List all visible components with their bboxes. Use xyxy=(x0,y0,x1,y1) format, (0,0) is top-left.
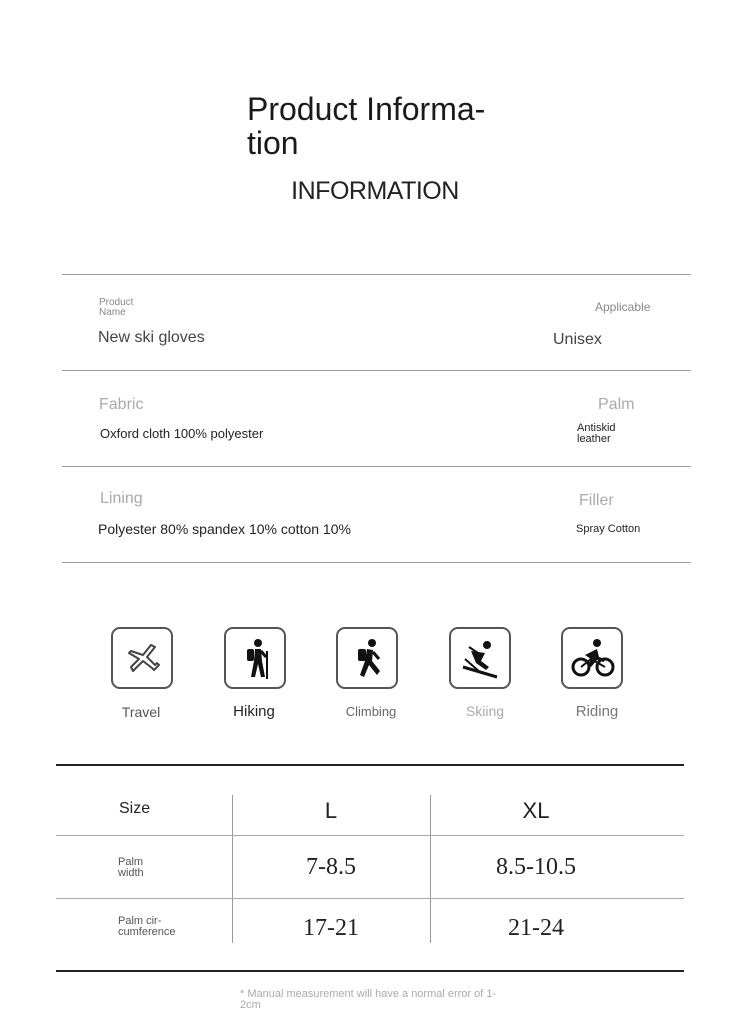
riding-tile xyxy=(561,627,623,689)
palm-width-l: 7-8.5 xyxy=(306,854,356,880)
skiing-tile xyxy=(449,627,511,689)
divider xyxy=(62,466,691,467)
fabric-value: Oxford cloth 100% polyester xyxy=(100,426,264,441)
activity-label-riding: Riding xyxy=(575,703,619,720)
climber-icon xyxy=(346,637,390,681)
page-title: Product Informa- tion xyxy=(247,91,486,161)
hiking-tile xyxy=(224,627,286,689)
airplane-icon xyxy=(121,637,165,681)
palm-width-label: Palm width xyxy=(118,856,144,879)
divider xyxy=(62,562,691,563)
palm-circumference-xl: 21-24 xyxy=(508,915,564,941)
applicable-label: Applicable xyxy=(595,300,651,314)
size-header: Size xyxy=(119,800,151,817)
skier-icon xyxy=(459,637,503,681)
lining-label: Lining xyxy=(100,490,143,507)
table-row-divider xyxy=(56,835,684,836)
product-name-label: Product Name xyxy=(99,297,134,318)
size-xl-header: XL xyxy=(522,798,550,823)
activity-label-skiing: Skiing xyxy=(465,703,505,719)
table-top-border xyxy=(56,764,684,766)
page-subtitle: INFORMATION xyxy=(291,177,459,205)
activity-label-travel: Travel xyxy=(121,704,161,720)
divider xyxy=(62,274,691,275)
table-row-divider xyxy=(56,898,684,899)
lining-value: Polyester 80% spandex 10% cotton 10% xyxy=(98,521,351,537)
palm-width-xl: 8.5-10.5 xyxy=(496,854,576,880)
palm-label: Palm xyxy=(598,396,635,413)
activity-label-climbing: Climbing xyxy=(345,704,397,719)
cyclist-icon xyxy=(571,637,615,681)
palm-value: Antiskid leather xyxy=(577,422,616,445)
table-bottom-border xyxy=(56,970,684,972)
size-l-header: L xyxy=(324,798,338,823)
filler-label: Filler xyxy=(579,492,614,509)
product-name-value: New ski gloves xyxy=(98,329,205,346)
table-column-divider xyxy=(430,795,431,943)
travel-tile xyxy=(111,627,173,689)
applicable-value: Unisex xyxy=(553,331,602,348)
filler-value: Spray Cotton xyxy=(576,523,641,535)
hiker-icon xyxy=(234,637,278,681)
fabric-label: Fabric xyxy=(99,396,144,413)
divider xyxy=(62,370,691,371)
activity-label-hiking: Hiking xyxy=(233,703,275,720)
footnote: * Manual measurement will have a normal error of 1-2cm xyxy=(240,988,497,1011)
climbing-tile xyxy=(336,627,398,689)
palm-circumference-label: Palm cir- cumference xyxy=(118,915,176,938)
palm-circumference-l: 17-21 xyxy=(303,915,359,941)
